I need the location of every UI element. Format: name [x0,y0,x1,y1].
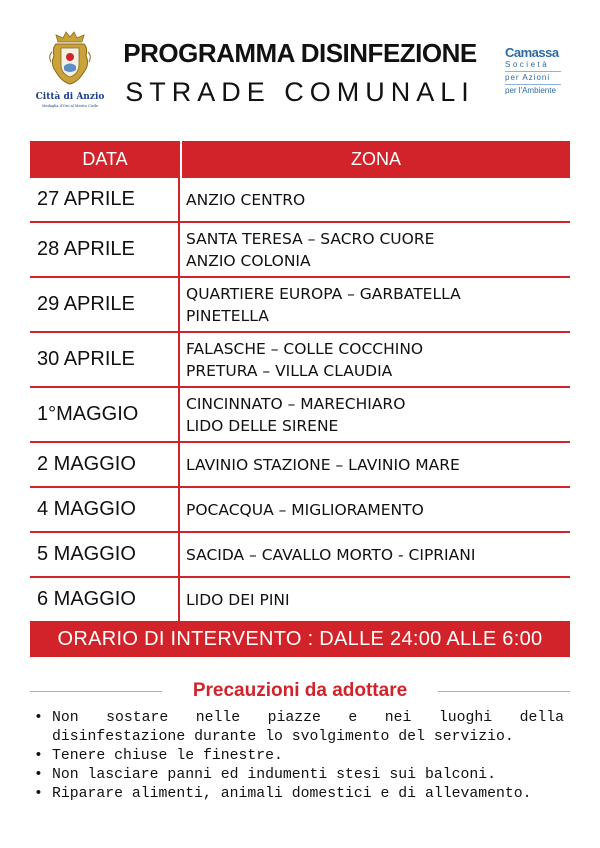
row-date: 2 MAGGIO [30,443,180,486]
row-zone [180,223,570,276]
divider [438,691,570,692]
company-line-1: Società [505,60,550,69]
city-motto: Medaglia d'Oro al Merito Civile [41,104,99,108]
bullet-icon: • [34,748,43,764]
list-item-text: Tenere chiuse le finestre. [52,748,283,764]
row-date: 1°MAGGIO [30,388,180,441]
row-zone [180,578,570,621]
row-date: 30 APRILE [30,333,180,386]
company-logo [505,46,575,96]
table-row [30,278,570,333]
precautions-heading [30,680,570,702]
row-date: 27 APRILE [30,178,180,221]
zone-line: LAVINIO STAZIONE – LAVINIO MARE [186,455,460,474]
column-header-zone: ZONA [350,149,401,169]
zone-line: POCACQUA – MIGLIORAMENTO [186,500,424,519]
bullet-icon: • [34,786,43,802]
company-line-3: per l'Ambiente [505,86,556,95]
row-zone [180,388,570,441]
intervention-hours-banner: ORARIO DI INTERVENTO : DALLE 24:00 ALLE 6:00 [30,621,570,657]
page-title: PROGRAMMA DISINFEZIONE [123,38,477,68]
bullet-icon: • [34,767,43,783]
column-header-date: DATA [30,141,182,178]
row-zone [180,533,570,576]
zone-line: LIDO DELLE SIRENE [186,416,339,435]
row-date: 29 APRILE [30,278,180,331]
list-item-text: Riparare alimenti, animali domestici e di allevamento. [52,786,532,802]
city-logo [30,30,110,110]
row-zone [180,333,570,386]
table-row [30,578,570,623]
table-row [30,223,570,278]
row-date: 6 MAGGIO [30,578,180,621]
table-row [30,443,570,488]
company-divider [505,84,561,85]
list-item-text: Non lasciare panni ed indumenti stesi sui balconi. [52,767,496,783]
company-divider [505,71,561,72]
list-item [32,766,564,785]
schedule-table [30,141,570,623]
zone-line: LIDO DEI PINI [186,590,290,609]
zone-line: CINCINNATO – MARECHIARO [186,394,406,413]
city-crest-icon [48,30,92,86]
zone-line: FALASCHE – COLLE COCCHINO [186,339,424,358]
precautions-list [32,709,564,804]
city-name: Città di Anzio [35,92,105,102]
zone-line: ANZIO COLONIA [186,251,311,270]
precautions-title: Precauzioni da adottare [192,680,408,701]
zone-line: SACIDA – CAVALLO MORTO - CIPRIANI [186,545,476,564]
row-zone [180,178,570,221]
list-item [32,747,564,766]
company-brand: Camassa [505,45,559,60]
table-row [30,388,570,443]
bullet-icon: • [34,710,43,726]
row-zone [180,278,570,331]
row-zone [180,488,570,531]
row-date: 4 MAGGIO [30,488,180,531]
table-header [30,141,570,178]
table-row [30,533,570,578]
zone-line: PRETURA – VILLA CLAUDIA [186,361,393,380]
zone-line: QUARTIERE EUROPA – GARBATELLA [186,284,461,303]
list-item [32,709,564,747]
zone-line: SANTA TERESA – SACRO CUORE [186,229,435,248]
list-item-text: Non sostare nelle piazze e nei luoghi della disinfestazione durante lo svolgimento del servizio. [52,710,564,745]
page-subtitle: STRADE COMUNALI [125,77,475,107]
zone-line: ANZIO CENTRO [186,190,306,209]
page-header [0,0,600,120]
row-zone [180,443,570,486]
company-line-2: per Azioni [505,73,551,82]
row-date: 5 MAGGIO [30,533,180,576]
table-row [30,178,570,223]
list-item [32,785,564,804]
row-date: 28 APRILE [30,223,180,276]
table-row [30,488,570,533]
zone-line: PINETELLA [186,306,269,325]
table-row [30,333,570,388]
